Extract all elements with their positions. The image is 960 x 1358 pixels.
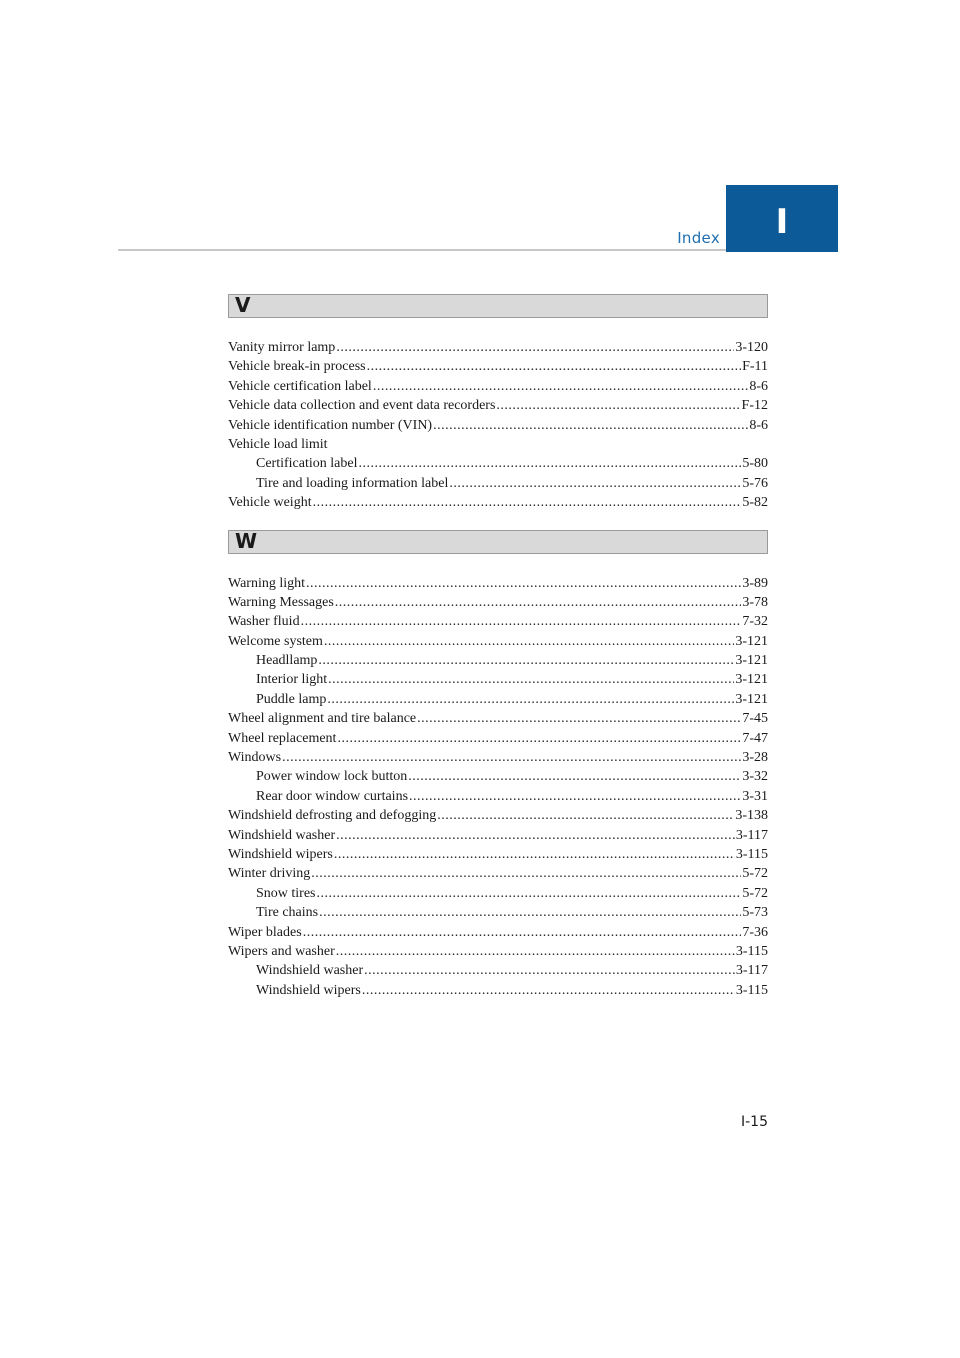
dot-leader — [364, 961, 735, 980]
entry-page: 8-6 — [749, 417, 768, 433]
entry-label: Vehicle load limit — [228, 436, 328, 452]
index-entry — [228, 574, 768, 593]
entry-label: Wipers and washer — [228, 943, 335, 959]
dot-leader — [335, 593, 742, 612]
dot-leader — [373, 377, 749, 396]
index-entry — [228, 593, 768, 612]
index-entry — [228, 709, 768, 728]
dot-leader — [282, 748, 741, 767]
entry-label: Winter driving — [228, 866, 311, 882]
index-list-v — [228, 338, 768, 513]
entry-label: Wheel alignment and tire balance — [228, 711, 417, 727]
dot-leader — [437, 806, 734, 825]
dot-leader — [433, 416, 748, 435]
entry-page: F-11 — [742, 359, 768, 375]
entry-label: Vanity mirror lamp — [228, 340, 336, 355]
entry-label: Power window lock button — [256, 769, 408, 785]
entry-label: Windshield washer — [228, 827, 336, 843]
index-subentry — [228, 961, 768, 980]
entry-label: Vehicle break-in process — [228, 359, 366, 375]
index-subentry — [228, 884, 768, 903]
entry-page: 7-36 — [742, 924, 768, 940]
entry-label: Warning light — [228, 575, 306, 591]
entry-page: 3-28 — [742, 750, 768, 766]
dot-leader — [496, 396, 740, 415]
entry-page: 3-138 — [735, 808, 768, 824]
dot-leader — [327, 690, 734, 709]
entry-page: 5-76 — [742, 475, 768, 491]
entry-page: F-12 — [741, 398, 768, 414]
index-subentry — [228, 651, 768, 670]
index-entry — [228, 729, 768, 748]
entry-page: 7-45 — [742, 711, 768, 727]
index-entry — [228, 923, 768, 942]
entry-label: Welcome system — [228, 633, 323, 649]
index-entry — [228, 806, 768, 825]
dot-leader — [336, 942, 735, 961]
index-content — [228, 294, 768, 1000]
entry-label: Windshield wipers — [228, 846, 333, 862]
index-entry — [228, 632, 768, 651]
entry-page: 7-47 — [742, 730, 768, 746]
dot-leader — [408, 767, 741, 786]
section-letter: V — [235, 293, 251, 317]
dot-leader — [367, 357, 741, 376]
entry-page: 3-31 — [742, 788, 768, 804]
section-letter: W — [235, 528, 258, 553]
dot-leader — [319, 903, 741, 922]
entry-page: 5-72 — [742, 866, 768, 882]
dot-leader — [334, 845, 735, 864]
index-entry — [228, 416, 768, 435]
entry-page: 5-73 — [742, 905, 768, 921]
entry-page: 3-32 — [742, 769, 768, 785]
entry-page: 3-115 — [735, 846, 768, 862]
index-subentry — [228, 454, 768, 473]
dot-leader — [328, 670, 734, 689]
entry-label: Vehicle data collection and event data recorders — [228, 398, 496, 414]
running-header-title: Index — [677, 229, 720, 247]
entry-label: Certification label — [256, 456, 358, 472]
entry-label: Headllamp — [256, 653, 318, 669]
entry-page: 3-78 — [742, 594, 768, 610]
page-number: I-15 — [741, 1114, 768, 1130]
entry-page: 3-121 — [735, 653, 768, 669]
entry-page: 7-32 — [742, 614, 768, 630]
dot-leader — [324, 632, 734, 651]
index-entry — [228, 357, 768, 376]
entry-label: Vehicle weight — [228, 495, 312, 511]
index-entry — [228, 864, 768, 883]
entry-page: 3-121 — [735, 691, 768, 707]
section-header-w — [228, 530, 768, 554]
entry-label: Warning Messages — [228, 594, 334, 610]
dot-leader — [303, 923, 742, 942]
dot-leader — [313, 493, 742, 512]
entry-label: Windshield wipers — [256, 982, 361, 998]
entry-label: Windshield washer — [256, 963, 364, 979]
index-entry — [228, 748, 768, 767]
index-entry — [228, 396, 768, 415]
dot-leader — [311, 864, 741, 883]
entry-page: 3-117 — [735, 827, 768, 843]
entry-label: Snow tires — [256, 885, 316, 901]
index-entry — [228, 845, 768, 864]
entry-label: Wiper blades — [228, 924, 302, 940]
entry-page: 3-89 — [742, 575, 768, 591]
entry-page: 3-115 — [735, 943, 768, 959]
entry-label: Wheel replacement — [228, 730, 337, 746]
entry-label: Windshield defrosting and defogging — [228, 808, 437, 824]
entry-label: Windows — [228, 750, 282, 766]
dot-leader — [306, 574, 741, 593]
section-header-v — [228, 294, 768, 318]
index-subentry — [228, 474, 768, 493]
dot-leader — [336, 338, 734, 357]
entry-page: 3-117 — [735, 963, 768, 979]
index-entry — [228, 826, 768, 845]
index-subentry — [228, 767, 768, 786]
entry-label: Rear door window curtains — [256, 788, 409, 804]
dot-leader — [409, 787, 741, 806]
entry-label: Puddle lamp — [256, 691, 327, 707]
dot-leader — [449, 474, 741, 493]
index-subentry — [228, 981, 768, 1000]
chapter-tab: I — [726, 185, 838, 252]
entry-label: Washer fluid — [228, 614, 300, 630]
entry-label: Tire chains — [256, 905, 319, 921]
entry-page: 3-121 — [735, 633, 768, 649]
dot-leader — [318, 651, 734, 670]
index-entry — [228, 942, 768, 961]
index-entry — [228, 612, 768, 631]
index-entry — [228, 338, 768, 357]
entry-page: 3-121 — [735, 672, 768, 688]
entry-page: 5-72 — [742, 885, 768, 901]
entry-label: Interior light — [256, 672, 328, 688]
dot-leader — [317, 884, 742, 903]
index-list-w — [228, 574, 768, 1001]
dot-leader — [362, 981, 735, 1000]
index-entry-group — [228, 435, 768, 454]
entry-page: 3-115 — [735, 982, 768, 998]
dot-leader — [336, 826, 735, 845]
entry-page: 5-80 — [742, 456, 768, 472]
header-rule — [118, 249, 726, 251]
entry-label: Tire and loading information label — [256, 475, 449, 491]
entry-page: 8-6 — [749, 378, 768, 394]
index-entry — [228, 377, 768, 396]
index-subentry — [228, 670, 768, 689]
entry-label: Vehicle identification number (VIN) — [228, 417, 433, 433]
dot-leader — [358, 454, 741, 473]
entry-label: Vehicle certification label — [228, 378, 372, 394]
dot-leader — [417, 709, 741, 728]
index-subentry — [228, 903, 768, 922]
entry-page: 3-120 — [735, 340, 768, 355]
entry-page: 5-82 — [742, 495, 768, 511]
dot-leader — [337, 729, 741, 748]
dot-leader — [301, 612, 742, 631]
index-subentry — [228, 690, 768, 709]
index-subentry — [228, 787, 768, 806]
index-entry — [228, 493, 768, 512]
